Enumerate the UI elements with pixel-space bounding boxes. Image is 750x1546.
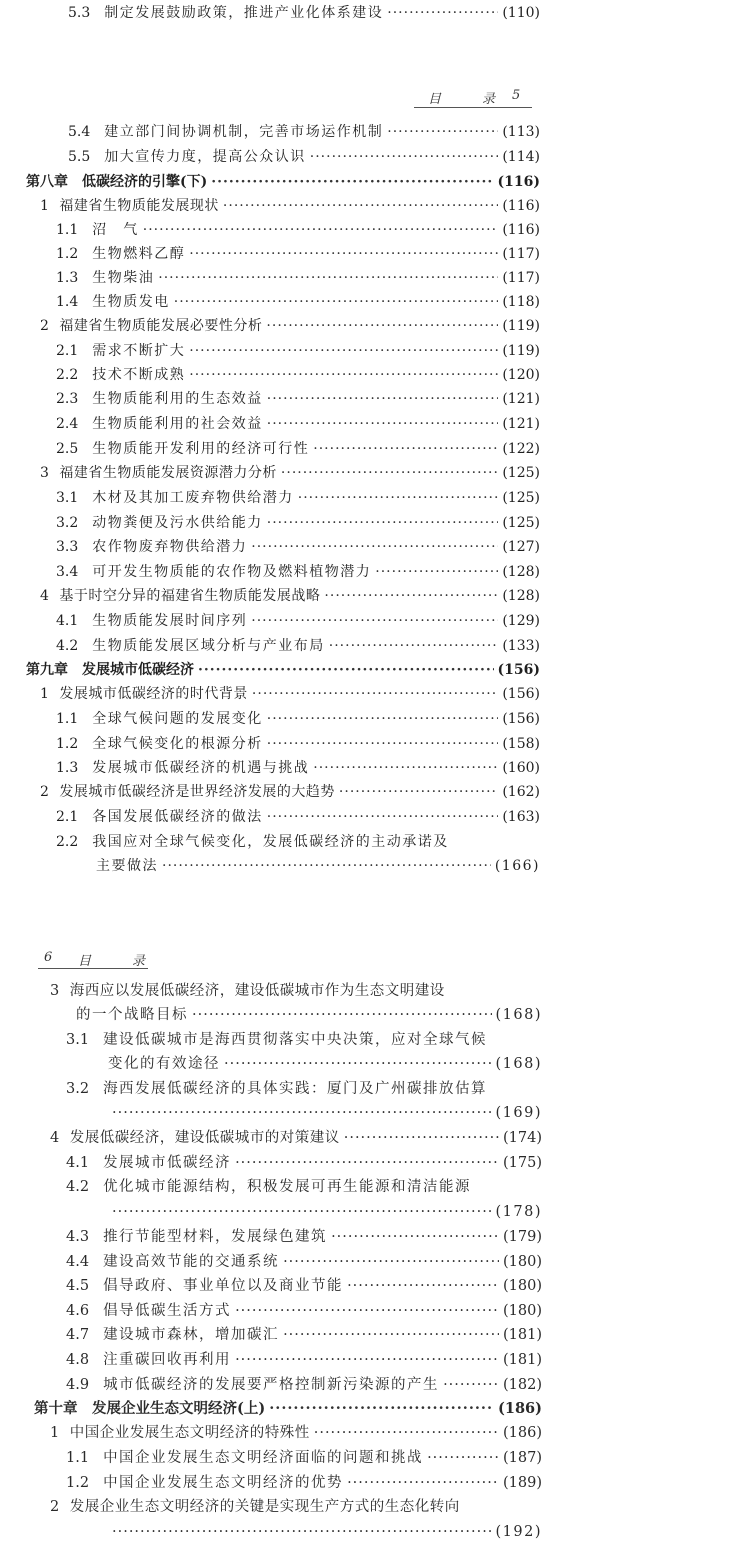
entry-page: (117) [502,270,540,286]
dot-leader [347,1474,499,1492]
entry-page: (175) [503,1155,542,1171]
entry-title: 发展城市低碳经济是世界经济发展的大趋势 [59,784,335,800]
entry-number: 1.4 [56,294,79,310]
entry-title: 各国发展低碳经济的做法 [92,809,263,825]
entry-page: (187) [503,1450,542,1466]
entry-number: 1 [40,198,50,214]
dot-leader [158,269,498,287]
toc-entry [56,735,540,753]
dot-leader [267,808,499,826]
entry-page: (168) [495,1007,542,1023]
entry-page: (116) [497,174,540,190]
entry-title: 建立部门间协调机制，完善市场运作机制 [104,124,384,140]
dot-leader [112,1523,492,1541]
entry-title: 生物质能利用的社会效益 [92,416,263,432]
toc-entry [56,538,540,556]
dot-leader [269,1400,494,1418]
entry-page: (114) [502,149,540,165]
entry-number: 1.2 [56,736,79,752]
entry-page: (181) [503,1327,542,1343]
entry-number: 1.3 [56,760,79,776]
entry-page: (116) [502,222,540,238]
entry-number: 4.2 [56,638,79,654]
toc-entry [56,440,540,458]
toc-page-5 [0,60,750,940]
toc-entry [40,783,540,801]
entry-page: (119) [502,318,540,334]
toc-chapter-entry [26,661,540,679]
entry-number: 2.1 [56,809,79,825]
toc-entry [56,637,540,655]
entry-title: 技术不断成熟 [92,367,186,383]
entry-number: 3.1 [66,1032,90,1048]
dot-leader [162,857,491,875]
dot-leader [331,1228,499,1246]
entry-page: (178) [495,1204,542,1220]
dot-leader [174,293,499,311]
toc-entry [66,1474,542,1492]
toc-entry [66,1277,542,1295]
toc-chapter-entry [26,173,540,191]
dot-leader [267,415,499,433]
entry-title: 发展城市低碳经济的时代背景 [59,686,248,702]
toc-entry [50,982,542,1000]
toc-chapter-entry [34,1400,542,1418]
entry-page: (125) [502,465,540,481]
dot-leader [112,1104,492,1122]
toc-entry [68,4,540,22]
toc-entry [40,587,540,605]
toc-entry [108,1203,542,1221]
dot-leader [427,1449,499,1467]
entry-page: (180) [503,1278,542,1294]
toc-entry [56,269,540,287]
entry-title: 中国企业发展生态文明经济面临的问题和挑战 [103,1450,424,1466]
toc-entry [50,1498,542,1516]
toc-entry [56,514,540,532]
entry-number: 4.1 [56,613,79,629]
dot-leader [189,366,498,384]
dot-leader [347,1277,499,1295]
toc-entry [68,148,540,166]
dot-leader [339,783,498,801]
entry-title: 海西发展低碳经济的具体实践：厦门及广州碳排放估算 [103,1081,488,1097]
entry-page: (125) [502,515,540,531]
entry-page: (116) [502,198,540,214]
toc-entry [66,1031,542,1049]
entry-title: 生物质能发展区域分析与产业布局 [92,638,325,654]
entry-title: 福建省生物质能发展必要性分析 [59,318,263,334]
entry-number: 1.2 [56,246,79,262]
entry-title: 城市低碳经济的发展要严格控制新污染源的产生 [103,1377,440,1393]
entry-number: 2.3 [56,391,79,407]
dot-leader [387,123,498,141]
entry-title: 生物质能开发利用的经济可行性 [92,441,310,457]
entry-title: 福建省生物质能发展资源潜力分析 [59,465,277,481]
entry-number: 3 [40,465,50,481]
entry-title: 注重碳回收再利用 [103,1352,232,1368]
entry-number: 3.4 [56,564,79,580]
entry-title: 木材及其加工废弃物供给潜力 [92,490,294,506]
entry-page: (192) [495,1524,542,1540]
entry-title: 发展低碳经济，建设低碳城市的对策建议 [69,1130,340,1146]
entry-number: 1.1 [56,222,79,238]
entry-title: 倡导低碳生活方式 [103,1303,232,1319]
toc-entry [96,857,540,875]
toc-page-6 [0,940,750,1546]
entry-number: 4.6 [66,1303,90,1319]
entry-number: 4.9 [66,1377,90,1393]
entry-title: 生物质能发展时间序列 [92,613,248,629]
entry-title: 发展企业生态文明经济的关键是实现生产方式的生态化转向 [69,1499,460,1515]
entry-page: (117) [502,246,540,262]
dot-leader [267,514,499,532]
entry-number: 1.1 [66,1450,90,1466]
entry-page: (169) [495,1105,542,1121]
dot-leader [344,1129,499,1147]
header-rule [38,968,148,969]
dot-leader [251,612,498,630]
entry-title: 福建省生物质能发展现状 [59,198,219,214]
running-header-page-number: 6 [44,950,53,965]
entry-page: (168) [495,1056,542,1072]
entry-title: 基于时空分异的福建省生物质能发展战略 [59,588,321,604]
entry-title: 海西应以发展低碳经济，建设低碳城市作为生态文明建设 [69,983,445,999]
entry-title: 变化的有效途径 [108,1056,220,1072]
entry-title: 农作物废弃物供给潜力 [92,539,248,555]
toc-entry [66,1449,542,1467]
toc-entry [108,1523,542,1541]
entry-page: (119) [502,343,540,359]
entry-page: (156) [502,711,540,727]
dot-leader [143,221,499,239]
running-header-page-number: 5 [512,88,521,103]
entry-title: 第九章 发展城市低碳经济 [26,662,194,678]
entry-page: (127) [502,539,540,555]
entry-page: (182) [503,1377,542,1393]
entry-number: 2.1 [56,343,79,359]
entry-number: 2.4 [56,416,79,432]
toc-entry [56,366,540,384]
toc-entry [56,710,540,728]
dot-leader [298,489,499,507]
toc-entry [56,563,540,581]
entry-title: 动物粪便及污水供给能力 [92,515,263,531]
entry-title: 发展城市低碳经济 [103,1155,232,1171]
entry-number: 5.5 [68,149,91,165]
entry-number: 4.2 [66,1179,90,1195]
entry-page: (128) [502,588,540,604]
entry-number: 5.3 [68,5,91,21]
dot-leader [314,1424,499,1442]
dot-leader [224,1055,492,1073]
dot-leader [252,685,498,703]
dot-leader [112,1203,492,1221]
entry-page: (118) [502,294,540,310]
entry-title: 全球气候变化的根源分析 [92,736,263,752]
toc-entry [50,1129,542,1147]
toc-entry [66,1154,542,1172]
entry-title: 需求不断扩大 [92,343,186,359]
toc-entry [40,464,540,482]
entry-title: 推行节能型材料，发展绿色建筑 [103,1229,328,1245]
entry-page: (121) [502,416,540,432]
toc-entry [40,685,540,703]
entry-page: (179) [503,1229,542,1245]
entry-title: 中国企业发展生态文明经济的特殊性 [69,1425,310,1441]
entry-number: 4 [40,588,50,604]
dot-leader [281,464,498,482]
entry-page: (160) [502,760,540,776]
entry-page: (181) [503,1352,542,1368]
entry-page: (121) [502,391,540,407]
toc-entry [108,1104,542,1122]
toc-entry [56,759,540,777]
entry-title: 生物燃料乙醇 [92,246,186,262]
entry-title: 可开发生物质能的农作物及燃料植物潜力 [92,564,372,580]
entry-number: 2.2 [56,367,79,383]
dot-leader [310,148,499,166]
toc-entry [56,833,540,851]
entry-number: 3.3 [56,539,79,555]
toc-entry [66,1178,542,1196]
entry-page: (156) [497,662,540,678]
entry-title: 优化城市能源结构，积极发展可再生能源和清洁能源 [103,1179,472,1195]
dot-leader [313,759,498,777]
entry-number: 1.2 [66,1475,90,1491]
toc-page-fragment-top [0,0,750,60]
entry-title: 加大宣传力度，提高公众认识 [104,149,306,165]
dot-leader [267,390,499,408]
entry-number: 5.4 [68,124,91,140]
dot-leader [235,1302,499,1320]
toc-entry [56,612,540,630]
entry-title: 主要做法 [96,858,158,874]
toc-entry [56,221,540,239]
entry-page: (113) [502,124,540,140]
entry-page: (156) [502,686,540,702]
entry-number: 1 [40,686,50,702]
dot-leader [387,4,498,22]
entry-page: (120) [502,367,540,383]
entry-number: 3.2 [56,515,79,531]
entry-title: 沼 气 [92,222,139,238]
toc-entry [68,123,540,141]
entry-title: 第十章 发展企业生态文明经济(上) [34,1400,266,1417]
entry-number: 3 [50,983,60,999]
entry-number: 4.8 [66,1352,90,1368]
entry-page: (180) [503,1303,542,1319]
entry-title: 中国企业发展生态文明经济的优势 [103,1475,344,1491]
dot-leader [211,173,493,191]
toc-entry [108,1055,542,1073]
entry-title: 倡导政府、事业单位以及商业节能 [103,1278,344,1294]
dot-leader [443,1376,499,1394]
entry-page: (158) [502,736,540,752]
entry-number: 4 [50,1130,60,1146]
entry-number: 3.1 [56,490,79,506]
header-rule [414,107,532,108]
entry-number: 2 [40,784,50,800]
entry-title: 建设高效节能的交通系统 [103,1254,280,1270]
entry-title: 制定发展鼓励政策，推进产业化体系建设 [104,5,384,21]
dot-leader [235,1154,499,1172]
entry-title: 建设城市森林，增加碳汇 [103,1327,280,1343]
entry-number: 4.4 [66,1254,90,1270]
toc-entry [50,1424,542,1442]
entry-title: 生物柴油 [92,270,155,286]
toc-entry [56,489,540,507]
toc-entry [66,1253,542,1271]
toc-entry [66,1376,542,1394]
toc-entry [56,245,540,263]
entry-page: (162) [502,784,540,800]
entry-number: 2 [40,318,50,334]
toc-entry [66,1302,542,1320]
dot-leader [198,661,494,679]
entry-page: (186) [503,1425,542,1441]
entry-page: (166) [494,858,540,874]
toc-entry [40,317,540,335]
dot-leader [223,197,498,215]
entry-page: (189) [503,1475,542,1491]
entry-title: 发展城市低碳经济的机遇与挑战 [92,760,310,776]
dot-leader [192,1006,492,1024]
toc-entry [66,1351,542,1369]
entry-page: (122) [502,441,540,457]
entry-number: 2 [50,1499,60,1515]
dot-leader [189,342,498,360]
entry-title: 的一个战略目标 [76,1007,188,1023]
entry-number: 4.7 [66,1327,90,1343]
toc-entry [40,197,540,215]
toc-entry [76,1006,542,1024]
entry-title: 生物质发电 [92,294,170,310]
dot-leader [283,1326,499,1344]
entry-number: 1 [50,1425,60,1441]
dot-leader [266,317,498,335]
toc-entry [56,415,540,433]
dot-leader [235,1351,499,1369]
entry-number: 1.1 [56,711,79,727]
entry-number: 4.1 [66,1155,90,1171]
entry-title: 第八章 低碳经济的引擎(下) [26,174,208,190]
entry-number: 1.3 [56,270,79,286]
entry-number: 2.2 [56,834,79,850]
dot-leader [324,587,498,605]
entry-page: (163) [502,809,540,825]
toc-entry [66,1326,542,1344]
entry-number: 4.3 [66,1229,90,1245]
entry-page: (125) [502,490,540,506]
dot-leader [313,440,498,458]
entry-page: (180) [503,1254,542,1270]
dot-leader [267,710,499,728]
dot-leader [329,637,499,655]
toc-entry [66,1228,542,1246]
entry-title: 生物质能利用的生态效益 [92,391,263,407]
entry-title: 全球气候问题的发展变化 [92,711,263,727]
running-header-title: 目 录 [428,92,510,107]
toc-entry [56,390,540,408]
dot-leader [267,735,499,753]
entry-page: (133) [502,638,540,654]
entry-number: 3.2 [66,1081,90,1097]
toc-entry [66,1080,542,1098]
toc-entry [56,293,540,311]
entry-page: (186) [498,1400,542,1417]
entry-page: (110) [502,5,540,21]
entry-number: 4.5 [66,1278,90,1294]
entry-page: (174) [503,1130,542,1146]
toc-entry [56,808,540,826]
entry-title: 我国应对全球气候变化，发展低碳经济的主动承诺及 [92,834,449,850]
entry-page: (128) [502,564,540,580]
toc-entry [56,342,540,360]
dot-leader [283,1253,499,1271]
entry-title: 建设低碳城市是海西贯彻落实中央决策，应对全球气候 [103,1032,488,1048]
entry-number: 2.5 [56,441,79,457]
dot-leader [189,245,498,263]
dot-leader [251,538,498,556]
entry-page: (129) [502,613,540,629]
dot-leader [375,563,498,581]
running-header-title: 目 录 [78,954,160,969]
